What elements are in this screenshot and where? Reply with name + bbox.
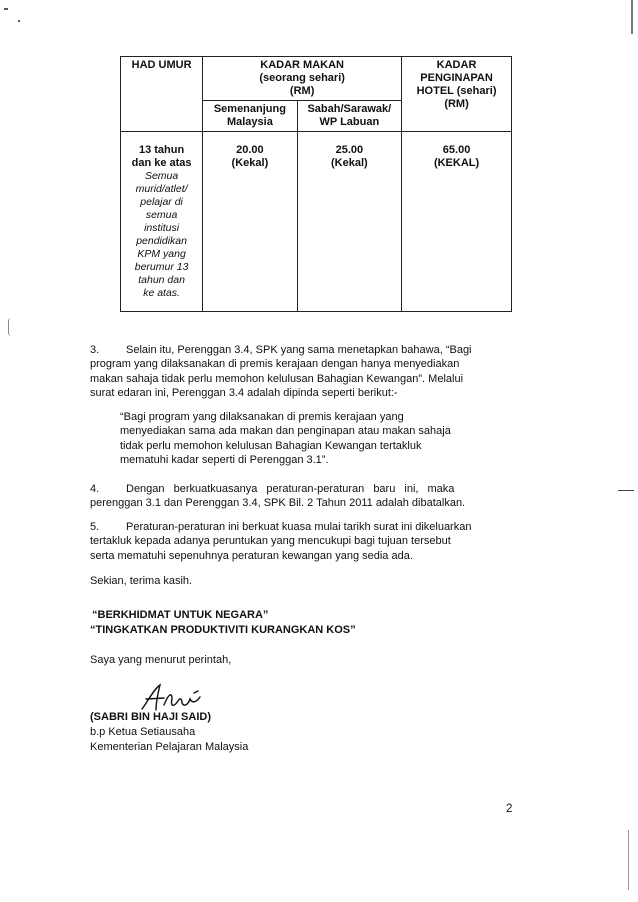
- header-food-line: KADAR MAKAN: [260, 59, 344, 71]
- header-hotel-line: PENGINAPAN: [420, 72, 493, 84]
- rate-note: (Kekal): [331, 157, 368, 169]
- header-food-line: (RM): [289, 85, 315, 97]
- age-note-line: pelajar di: [140, 196, 183, 208]
- quote-line: menyediakan sama ada makan dan penginapan atau makan sahaja: [120, 425, 451, 438]
- scan-edge-line: [628, 830, 629, 890]
- para5-line: tertakluk kepada adanya peruntukan yang mencukupi bagi tujuan tersebut: [90, 535, 451, 548]
- age-note-line: murid/atlet/: [135, 183, 188, 195]
- rate-value: 65.00: [442, 144, 471, 156]
- age-note-line: ke atas.: [143, 287, 180, 299]
- header-hotel-line: KADAR: [436, 59, 477, 71]
- header-age-text: HAD UMUR: [131, 59, 192, 71]
- para3-line: surat edaran ini, Perenggan 3.4 adalah dipinda seperti berikut:-: [90, 386, 398, 399]
- quote-line: mematuhi kadar seperti di Perenggan 3.1”.: [120, 453, 329, 466]
- age-note-line: tahun dan: [138, 274, 185, 286]
- quote-line: “Bagi program yang dilaksanakan di premis kerajaan yang: [120, 411, 404, 423]
- closing-text: Sekian, terima kasih.: [90, 575, 193, 587]
- age-note-line: KPM yang: [137, 248, 186, 260]
- para5-number: 5.: [90, 521, 100, 533]
- header-food-line: (seorang sehari): [259, 72, 345, 84]
- scan-speck: [4, 8, 8, 10]
- age-main-line: dan ke atas: [131, 157, 192, 169]
- para3-number: 3.: [90, 344, 100, 356]
- para5-line: serta mematuhi sepenuhnya peraturan kewangan yang sedia ada.: [90, 549, 413, 562]
- age-note-line: pendidikan: [136, 235, 187, 247]
- scan-bracket: [8, 318, 11, 336]
- age-note-line: berumur 13: [134, 261, 189, 273]
- scan-speck: [18, 20, 20, 22]
- header-sub-line: Sabah/Sarawak/: [307, 103, 392, 115]
- age-note-line: Semua: [144, 170, 179, 182]
- motto-line-1: “BERKHIDMAT UNTUK NEGARA”: [92, 609, 269, 621]
- signatory-title: b.p Ketua Setiausaha: [90, 726, 196, 738]
- header-food-rate: [203, 57, 402, 101]
- para3-line: program yang dilaksanakan di premis kerajaan dengan hanya menyediakan: [90, 358, 460, 371]
- header-semenanjung: [203, 101, 297, 132]
- para5-body: [90, 520, 515, 563]
- para4-number: 4.: [90, 483, 100, 495]
- para4-line: perenggan 3.1 dan Perenggan 3.4, SPK Bil. 2 Tahun 2011 adalah dibatalkan.: [90, 497, 466, 510]
- header-sub-line: WP Labuan: [319, 116, 380, 128]
- header-age: [121, 57, 203, 132]
- motto-line-2: “TINGKATKAN PRODUKTIVITI KURANGKAN KOS”: [90, 624, 356, 636]
- header-hotel-line: (RM): [444, 98, 469, 110]
- rate-value: 20.00: [236, 144, 264, 156]
- age-note-line: institusi: [144, 222, 180, 234]
- para3-line: makan sahaja tidak perlu memohon kelulusan Bahagian Kewangan”. Melalui: [90, 372, 464, 385]
- header-hotel-line: HOTEL (sehari): [416, 85, 497, 97]
- age-main-line: 13 tahun: [138, 144, 185, 156]
- rates-table: [120, 56, 512, 312]
- rate-value: 25.00: [335, 144, 364, 156]
- cell-semenanjung-rate: [203, 132, 297, 312]
- signatory-ministry: Kementerian Pelajaran Malaysia: [90, 741, 249, 753]
- para3-quote: [120, 410, 510, 467]
- age-note: [124, 170, 199, 300]
- para4-body: [90, 482, 515, 511]
- header-sub-line: Malaysia: [226, 116, 273, 128]
- handwritten-signature: [138, 683, 208, 713]
- header-sabah: [297, 101, 401, 132]
- header-hotel-rate: [402, 57, 512, 132]
- para3-body: [90, 343, 510, 400]
- page-number: 2: [506, 803, 513, 815]
- para4-line: Dengan berkuatkuasanya peraturan-peraturan baru ini, maka: [126, 483, 455, 495]
- scan-dash: [618, 490, 634, 491]
- para3-line: Selain itu, Perenggan 3.4, SPK yang sama menetapkan bahawa, “Bagi: [126, 344, 472, 356]
- closing-phrase: Saya yang menurut perintah,: [90, 654, 232, 666]
- rate-note: (KEKAL): [433, 157, 480, 169]
- cell-age: [121, 132, 203, 312]
- rate-note: (Kekal): [231, 157, 269, 169]
- cell-hotel-rate: [402, 132, 512, 312]
- header-sub-line: Semenanjung: [213, 103, 286, 115]
- quote-line: tidak perlu memohon kelulusan Bahagian Kewangan tertakluk: [120, 439, 422, 452]
- signatory-name: (SABRI BIN HAJI SAID): [90, 711, 212, 723]
- para5-line: Peraturan-peraturan ini berkuat kuasa mulai tarikh surat ini dikeluarkan: [126, 521, 472, 533]
- scan-edge-line: [631, 0, 633, 34]
- age-note-line: semua: [145, 209, 178, 221]
- cell-sabah-rate: [297, 132, 401, 312]
